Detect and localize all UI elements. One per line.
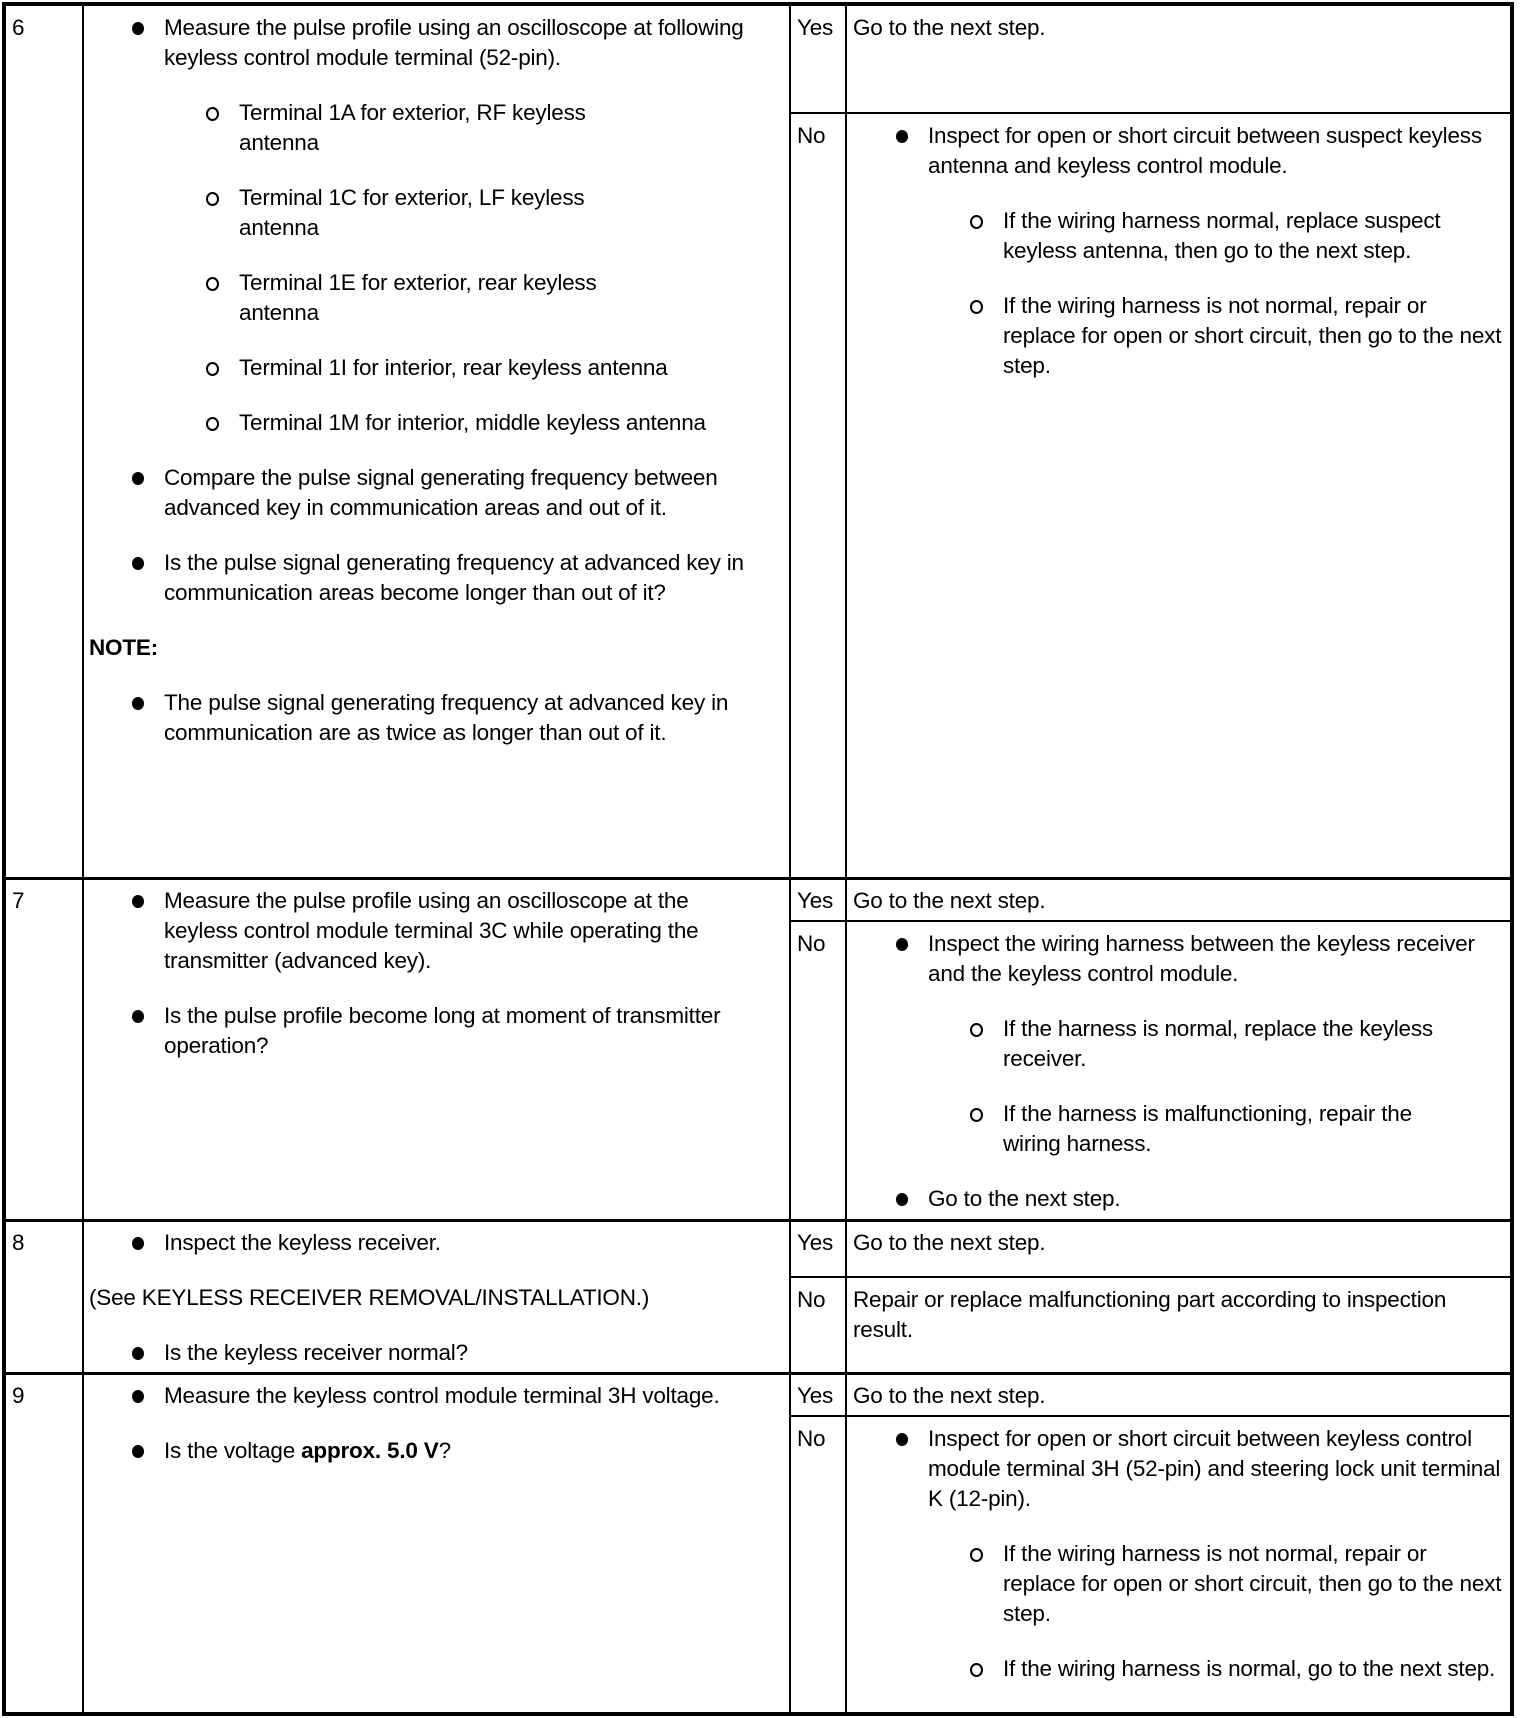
instruction-bullet: Measure the keyless control module terminal 3H voltage.: [0, 1381, 789, 1411]
question-mark: ?: [438, 1438, 451, 1463]
yes-no-divider-7: [789, 920, 1514, 922]
terminal-item: Terminal 1A for exterior, RF keyless antenna: [0, 98, 789, 158]
question-bullet: Is the pulse signal generating frequency at advanced key in communication areas become longer than out of it?: [0, 548, 789, 608]
step-number: 9: [12, 1383, 25, 1408]
instruction-bullet: Inspect the keyless receiver.: [0, 1228, 789, 1258]
yes-no-divider-9: [789, 1415, 1514, 1417]
no-label: No: [797, 931, 826, 956]
step-description: [0, 1228, 789, 1368]
note-label: NOTE:: [89, 635, 158, 660]
no-result: [764, 121, 1514, 381]
yes-result: Go to the next step.: [853, 15, 1046, 40]
question-bullet: Is the pulse profile become long at moment of transmitter operation?: [0, 1001, 789, 1061]
terminal-item: Terminal 1I for interior, rear keyless antenna: [0, 353, 789, 383]
note-bullet: The pulse signal generating frequency at advanced key in communication are as twice as longer than out of it.: [0, 688, 789, 748]
step-number: 6: [12, 15, 25, 40]
question-bullet: [0, 1436, 789, 1466]
action-bullet: Inspect for open or short circuit between keyless control module terminal 3H (52-pin) and steering lock unit terminal K (12-pin).: [764, 1424, 1514, 1514]
question-text: Is the voltage: [164, 1438, 302, 1463]
question-bullet: Is the keyless receiver normal?: [0, 1338, 789, 1368]
instruction-bullet: Measure the pulse profile using an oscilloscope at following keyless control module terminal (52-pin).: [0, 13, 789, 73]
action-bullet: Inspect the wiring harness between the keyless receiver and the keyless control module.: [764, 929, 1514, 989]
action-subitem: If the wiring harness is not normal, repair or replace for open or short circuit, then go to the next step.: [764, 291, 1514, 381]
no-result: [764, 929, 1514, 1214]
yes-no-divider-6: [789, 112, 1514, 114]
terminal-item: Terminal 1C for exterior, LF keyless antenna: [0, 183, 789, 243]
action-subitem: If the wiring harness is not normal, repair or replace for open or short circuit, then go to the next step.: [764, 1539, 1514, 1629]
yes-label: Yes: [797, 1383, 834, 1408]
yes-result: Go to the next step.: [853, 1230, 1046, 1255]
action-subitem: If the harness is malfunctioning, repair the wiring harness.: [764, 1099, 1514, 1159]
instruction-bullet: Measure the pulse profile using an oscilloscope at the keyless control module terminal 3C while operating the transmitter (advanced key).: [0, 886, 789, 976]
step-number: 7: [12, 888, 25, 913]
yes-result: Go to the next step.: [853, 1383, 1046, 1408]
step-description: [0, 1381, 789, 1466]
step-description: [0, 13, 789, 748]
action-subitem: If the wiring harness is normal, go to the next step.: [764, 1654, 1514, 1684]
action-subitem: If the wiring harness normal, replace suspect keyless antenna, then go to the next step.: [764, 206, 1514, 266]
terminal-item: Terminal 1M for interior, middle keyless antenna: [0, 408, 789, 438]
action-bullet: Go to the next step.: [764, 1184, 1514, 1214]
instruction-bullet: Compare the pulse signal generating frequency between advanced key in communication areas and out of it.: [0, 463, 789, 523]
action-subitem: If the harness is normal, replace the keyless receiver.: [764, 1014, 1514, 1074]
yes-label: Yes: [797, 888, 834, 913]
row-divider-8-9: [4, 1372, 1514, 1375]
terminal-item: Terminal 1E for exterior, rear keyless antenna: [0, 268, 789, 328]
no-label: No: [797, 1426, 826, 1451]
no-result: Repair or replace malfunctioning part according to inspection result.: [853, 1287, 1447, 1342]
voltage-spec: approx. 5.0 V: [301, 1438, 439, 1463]
yes-no-divider-8: [789, 1276, 1514, 1278]
no-result: [764, 1424, 1514, 1684]
yes-result: Go to the next step.: [853, 888, 1046, 913]
step-description: [0, 886, 789, 1061]
row-divider-6-7: [4, 877, 1514, 880]
no-label: No: [797, 123, 826, 148]
yes-label: Yes: [797, 1230, 834, 1255]
row-divider-7-8: [4, 1219, 1514, 1222]
action-bullet: Inspect for open or short circuit between suspect keyless antenna and keyless control module.: [764, 121, 1514, 181]
no-label: No: [797, 1287, 826, 1312]
reference-link[interactable]: (See KEYLESS RECEIVER REMOVAL/INSTALLATION.): [89, 1285, 650, 1310]
step-number: 8: [12, 1230, 25, 1255]
yes-label: Yes: [797, 15, 834, 40]
